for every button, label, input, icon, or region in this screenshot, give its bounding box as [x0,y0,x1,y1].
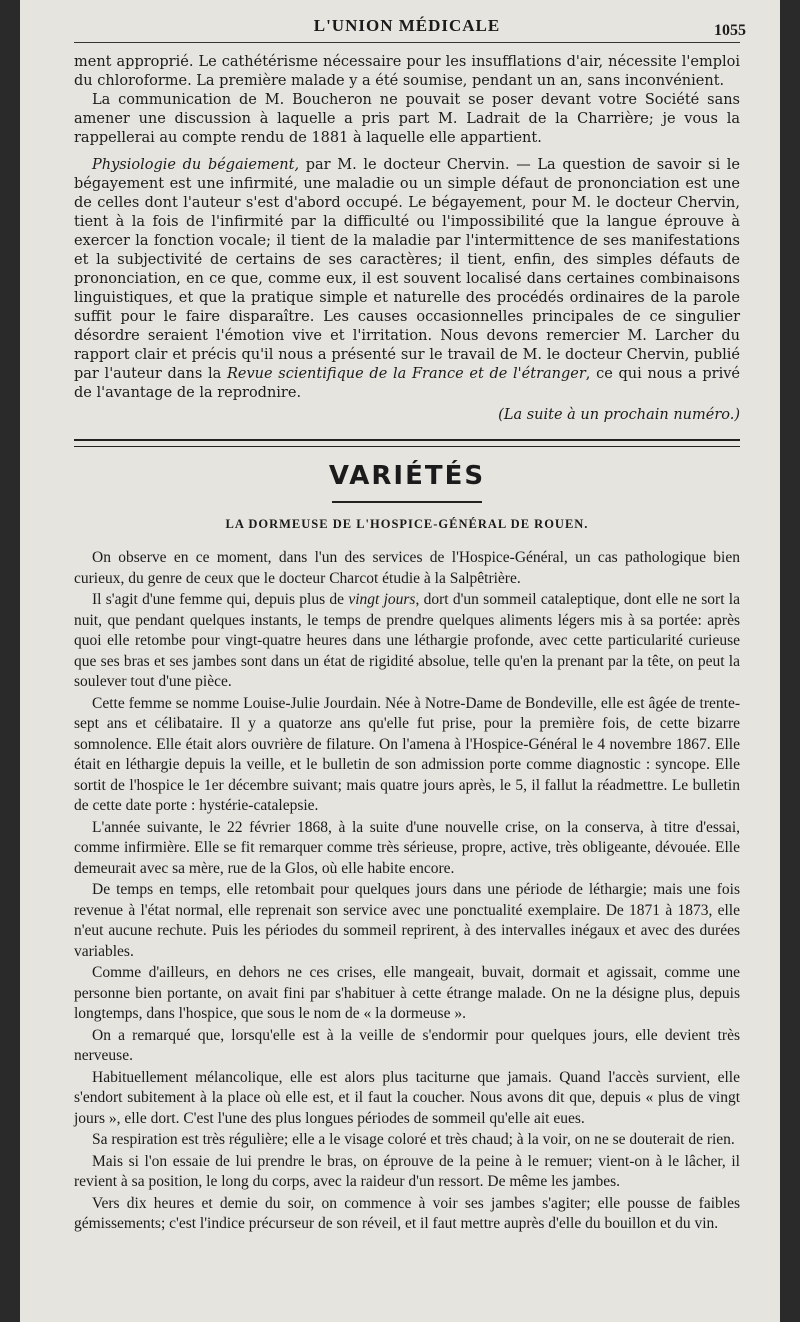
paragraph: Habituellement mélancolique, elle est alors plus taciturne que jamais. Quand l'accès survient, elle s'endort subitement à la place où elle est, et il faut la coucher. Nous avons dit que, depuis « plus de vingt jours », elle dort. C'est l'une des plus longues périodes de sommeil qu'elle ait eues. [74,1068,740,1127]
paragraph: L'année suivante, le 22 février 1868, à la suite d'une nouvelle crise, on la conserva, à titre d'essai, comme infirmière. Elle se fit remarquer comme très sérieuse, propre, active, très obligeante, dévouée. Elle demeurait avec sa mère, rue de la Glos, où elle habite encore. [74,818,740,877]
paragraph: Cette femme se nomme Louise-Julie Jourdain. Née à Notre-Dame de Bondeville, elle est âgée de trente-sept ans et célibataire. Il y a quatorze ans qu'elle fut prise, pour la première fois, de cette bizarre somnolence. Elle était alors ouvrière de filature. On l'amena à l'Hospice-Général le 4 novembre 1867. Elle était en léthargie depuis la veille, et le bulletin de son admission porte comme diagnostic : syncope. Elle sortit de l'hospice le 1er décembre suivant; mais quatre jours après, le 5, il fallut la réadmettre. Le bulletin de cette date porte : hystérie-catalepsie. [74,694,740,814]
page-header [74,0,746,43]
continuation-note: (La suite à un prochain numéro.) [498,407,740,423]
previous-article-end [74,53,740,425]
paragraph: ment approprié. Le cathétérisme nécessaire pour les insufflations d'air, nécessite l'emploi du chloroforme. La première malade y a été soumise, pendant un an, sans inconvénient. [74,54,740,89]
paragraph: On observe en ce moment, dans l'un des services de l'Hospice-Général, un cas pathologique bien curieux, du genre de ceux que le docteur Charcot étudie à la Salpêtrière. [74,549,740,587]
paragraph: Il s'agit d'une femme qui, depuis plus de vingt jours, dort d'un sommeil cataleptique, dont elle ne sort la nuit, que pendant quelques instants, le temps de prendre quelques aliments légers mis à sa portée: après quoi elle retombe pour vingt-quatre heures dans une léthargie profonde, avec cette particularité curieuse que ses bras et ses jambes sont dans un état de rigidité absolue, telle qu'en la prenant par la tête, on peut la soulever tout d'une pièce. [74,591,740,690]
section-divider [74,439,740,447]
journal-page [20,0,780,1322]
paragraph-chervin: Physiologie du bégaiement, par M. le docteur Chervin. — La question de savoir si le bégayement est une infirmité, une maladie ou un simple défaut de prononciation est une de celles dont l'auteur s'est d'abord occupé. Le bégayement, pour M. le docteur Chervin, tient à la fois de l'infirmité par la difficulté ou l'impossibilité que la langue éprouve à exercer la fonction vocale; il tient de la maladie par l'intermittence de ses manifestations et la subjectivité de certains de ses caractères; il tient, enfin, des simples défauts de prononciation, en ce que, comme eux, il est souvent localisé dans certaines combinaisons linguistiques, et que la pratique simple et naturelle des procédés ordinaires de la parole suffit pour le faire disparaître. Les causes occasionnelles principales de ce singulier désordre seraient l'émotion vive et l'irritation. Nous devons remercier M. Larcher du rapport clair et précis qu'il nous a présenté sur le travail de M. le docteur Chervin, publié par l'auteur dans la Revue scientifique de la France et de l'étranger, ce qui nous a privé de l'avantage de la reprodnire. [74,157,740,401]
article-body [74,548,740,1235]
section-title: VARIÉTÉS [328,461,486,491]
paragraph: Vers dix heures et demie du soir, on commence à voir ses jambes s'agiter; elle pousse de faibles gémissements; c'est l'indice précurseur de son réveil, et il faut mettre auprès d'elle du bouillon et du vin. [74,1194,740,1232]
paragraph: La communication de M. Boucheron ne pouvait se poser devant votre Société sans amener une discussion à laquelle a pris part M. Ladrait de la Charrière; je vous la rappellerai au compte rendu de 1881 à laquelle elle appartient. [74,92,740,146]
paragraph: Comme d'ailleurs, en dehors ne ces crises, elle mangeait, buvait, dormait et agissait, comme une personne bien portante, on avait fini par s'habituer à cette étrange malade. On ne la désigne plus, depuis longtemps, dans l'hospice, que sous le nom de « la dormeuse ». [74,964,740,1022]
article-title: LA DORMEUSE DE L'HOSPICE-GÉNÉRAL DE ROUEN. [225,517,589,531]
paragraph: Mais si l'on essaie de lui prendre le bras, on éprouve de la peine à le remuer; vient-on à le lâcher, il revient à sa position, le long du corps, avec la raideur d'un ressort. De même les jambes. [74,1152,740,1190]
page-number: 1055 [714,22,746,39]
paragraph: On a remarqué que, lorsqu'elle est à la veille de s'endormir pour quelques jours, elle devient très nerveuse. [74,1026,740,1064]
running-title: L'UNION MÉDICALE [313,16,501,35]
title-underline [332,501,482,503]
paragraph: Sa respiration est très régulière; elle a le visage coloré et très chaud; à la voir, on ne se douterait de rien. [92,1131,735,1148]
paragraph-title: Physiologie du bégaiement, [92,157,300,173]
paragraph: De temps en temps, elle retombait pour quelques jours dans une période de léthargie; mais une fois revenue à l'état normal, elle reprenait son service avec une ponctualité exemplaire. De 1871 à 1873, elle n'eut aucune rechute. Puis les périodes du sommeil reprirent, à des intervalles inégaux et avec des durées variables. [74,881,740,960]
journal-name: Revue scientifique de la France et de l'étranger [226,366,586,382]
